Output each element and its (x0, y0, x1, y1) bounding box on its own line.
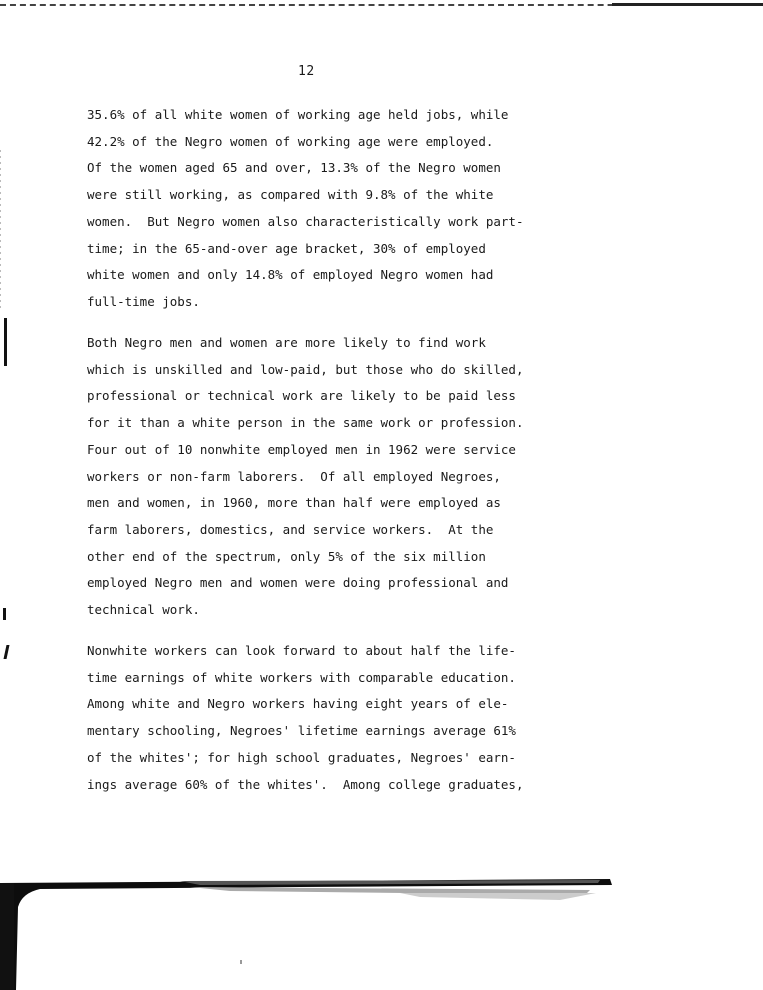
text-line: white women and only 14.8% of employed Negro women had (87, 267, 494, 283)
text-line: ings average 60% of the whites'. Among college graduates, (87, 776, 524, 792)
margin-binding-mark (3, 608, 6, 620)
paragraph-3 (87, 638, 557, 798)
text-line: men and women, in 1960, more than half were employed as (87, 495, 501, 511)
text-line: mentary schooling, Negroes' lifetime earnings average 61% (87, 723, 516, 739)
text-line: 35.6% of all white women of working age held jobs, while (87, 107, 509, 122)
scan-bottom-shadow (0, 873, 763, 990)
paragraph-2 (87, 330, 557, 624)
text-line: time earnings of white workers with comparable education. (87, 669, 516, 685)
text-line: workers or non-farm laborers. Of all employed Negroes, (87, 468, 501, 484)
text-line: Four out of 10 nonwhite employed men in 1962 were service (87, 441, 516, 457)
page-number: 12 (298, 64, 315, 79)
text-line: Nonwhite workers can look forward to about half the life- (87, 643, 516, 658)
top-edge-shadow (612, 3, 763, 6)
text-line: Among white and Negro workers having eight years of ele- (87, 696, 509, 712)
text-line: 42.2% of the Negro women of working age were employed. (87, 133, 494, 149)
paragraph-1 (87, 102, 557, 316)
text-line: technical work. (87, 602, 200, 618)
text-line: full-time jobs. (87, 293, 200, 309)
margin-binding-mark (4, 645, 10, 659)
text-line: professional or technical work are likely to be paid less (87, 388, 516, 404)
text-line: time; in the 65-and-over age bracket, 30% of employed (87, 240, 486, 256)
text-line: were still working, as compared with 9.8% of the white (87, 187, 494, 203)
text-line: which is unskilled and low-paid, but those who do skilled, (87, 361, 524, 377)
scan-edge-speckle (0, 150, 1, 310)
text-line: of the whites'; for high school graduates, Negroes' earn- (87, 749, 516, 765)
text-line: Of the women aged 65 and over, 13.3% of the Negro women (87, 160, 501, 176)
margin-binding-mark (4, 318, 7, 366)
text-line: Both Negro men and women are more likely to find work (87, 335, 486, 350)
scan-dust-mark (240, 960, 242, 964)
text-line: employed Negro men and women were doing professional and (87, 575, 509, 591)
text-line: for it than a white person in the same work or profession. (87, 415, 524, 431)
text-line: farm laborers, domestics, and service workers. At the (87, 521, 494, 537)
text-line: women. But Negro women also characteristically work part- (87, 213, 524, 229)
text-line: other end of the spectrum, only 5% of the six million (87, 548, 486, 564)
